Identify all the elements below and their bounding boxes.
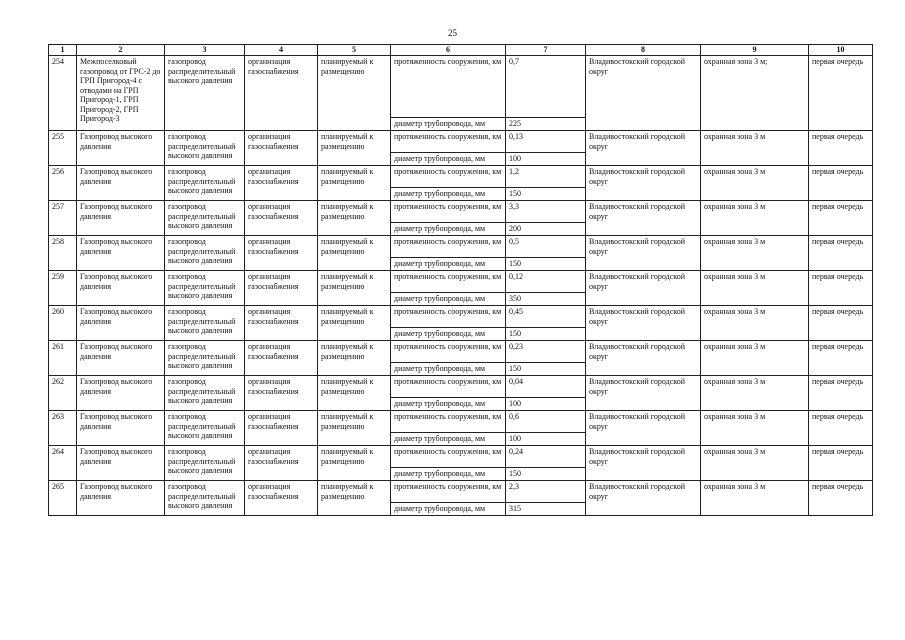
cell-zone: охранная зона 3 м <box>701 306 809 341</box>
cell-num: 261 <box>49 341 77 376</box>
cell-param2: диаметр трубопровода, мм <box>391 433 506 446</box>
cell-name: Газопровод высокого давления <box>77 306 165 341</box>
cell-name: Газопровод высокого давления <box>77 411 165 446</box>
cell-param2: диаметр трубопровода, мм <box>391 118 506 131</box>
cell-name: Газопровод высокого давления <box>77 271 165 306</box>
cell-value2: 150 <box>506 328 586 341</box>
cell-purpose: организация газоснабжения <box>245 201 318 236</box>
cell-value1: 0,7 <box>506 56 586 118</box>
cell-value1: 0,24 <box>506 446 586 468</box>
cell-location: Владивостокский городской округ <box>586 201 701 236</box>
cell-value2: 100 <box>506 398 586 411</box>
cell-location: Владивостокский городской округ <box>586 481 701 516</box>
cell-status: планируемый к размещению <box>318 411 391 446</box>
cell-param2: диаметр трубопровода, мм <box>391 293 506 306</box>
table-row <box>49 341 873 363</box>
cell-type: газопровод распределительный высокого давления <box>165 411 245 446</box>
cell-zone: охранная зона 3 м; <box>701 56 809 131</box>
cell-name: Газопровод высокого давления <box>77 341 165 376</box>
table-row <box>49 306 873 328</box>
cell-param1: протяженность сооружения, км <box>391 446 506 468</box>
cell-param1: протяженность сооружения, км <box>391 271 506 293</box>
column-number: 2 <box>77 45 165 56</box>
cell-value1: 1,2 <box>506 166 586 188</box>
cell-num: 263 <box>49 411 77 446</box>
cell-status: планируемый к размещению <box>318 376 391 411</box>
cell-value2: 150 <box>506 363 586 376</box>
cell-param2: диаметр трубопровода, мм <box>391 258 506 271</box>
cell-location: Владивостокский городской округ <box>586 341 701 376</box>
cell-purpose: организация газоснабжения <box>245 271 318 306</box>
cell-param1: протяженность сооружения, км <box>391 236 506 258</box>
column-number: 6 <box>391 45 506 56</box>
table-row <box>49 236 873 258</box>
cell-value2: 150 <box>506 258 586 271</box>
cell-name: Газопровод высокого давления <box>77 166 165 201</box>
cell-zone: охранная зона 3 м <box>701 376 809 411</box>
cell-value1: 3,3 <box>506 201 586 223</box>
cell-stage: первая очередь <box>809 201 873 236</box>
cell-param1: протяженность сооружения, км <box>391 166 506 188</box>
cell-stage: первая очередь <box>809 411 873 446</box>
cell-zone: охранная зона 3 м <box>701 201 809 236</box>
cell-value2: 315 <box>506 503 586 516</box>
cell-param2: диаметр трубопровода, мм <box>391 188 506 201</box>
cell-purpose: организация газоснабжения <box>245 166 318 201</box>
cell-param2: диаметр трубопровода, мм <box>391 223 506 236</box>
cell-param1: протяженность сооружения, км <box>391 481 506 503</box>
cell-value1: 0,13 <box>506 131 586 153</box>
cell-name: Газопровод высокого давления <box>77 481 165 516</box>
cell-num: 258 <box>49 236 77 271</box>
column-number: 8 <box>586 45 701 56</box>
cell-location: Владивостокский городской округ <box>586 376 701 411</box>
cell-status: планируемый к размещению <box>318 236 391 271</box>
cell-status: планируемый к размещению <box>318 481 391 516</box>
cell-param1: протяженность сооружения, км <box>391 56 506 118</box>
table-row <box>49 446 873 468</box>
cell-value2: 100 <box>506 433 586 446</box>
cell-zone: охранная зона 3 м <box>701 166 809 201</box>
cell-zone: охранная зона 3 м <box>701 236 809 271</box>
column-number: 1 <box>49 45 77 56</box>
cell-type: газопровод распределительный высокого давления <box>165 341 245 376</box>
cell-status: планируемый к размещению <box>318 201 391 236</box>
cell-num: 264 <box>49 446 77 481</box>
cell-stage: первая очередь <box>809 271 873 306</box>
cell-status: планируемый к размещению <box>318 341 391 376</box>
cell-location: Владивостокский городской округ <box>586 236 701 271</box>
cell-purpose: организация газоснабжения <box>245 411 318 446</box>
table-row <box>49 411 873 433</box>
cell-type: газопровод распределительный высокого давления <box>165 236 245 271</box>
cell-value1: 2,3 <box>506 481 586 503</box>
cell-status: планируемый к размещению <box>318 166 391 201</box>
cell-value1: 0,12 <box>506 271 586 293</box>
cell-zone: охранная зона 3 м <box>701 446 809 481</box>
column-number: 3 <box>165 45 245 56</box>
cell-type: газопровод распределительный высокого давления <box>165 201 245 236</box>
cell-value2: 150 <box>506 468 586 481</box>
cell-num: 265 <box>49 481 77 516</box>
cell-value1: 0,23 <box>506 341 586 363</box>
cell-num: 256 <box>49 166 77 201</box>
cell-value2: 150 <box>506 188 586 201</box>
cell-param1: протяженность сооружения, км <box>391 306 506 328</box>
page-number: 25 <box>448 28 457 38</box>
cell-value2: 350 <box>506 293 586 306</box>
cell-stage: первая очередь <box>809 56 873 131</box>
cell-type: газопровод распределительный высокого давления <box>165 306 245 341</box>
cell-zone: охранная зона 3 м <box>701 481 809 516</box>
column-number: 5 <box>318 45 391 56</box>
cell-param2: диаметр трубопровода, мм <box>391 503 506 516</box>
cell-name: Газопровод высокого давления <box>77 446 165 481</box>
column-number-row <box>49 45 873 56</box>
cell-status: планируемый к размещению <box>318 56 391 131</box>
cell-purpose: организация газоснабжения <box>245 306 318 341</box>
cell-param2: диаметр трубопровода, мм <box>391 153 506 166</box>
cell-value1: 0,5 <box>506 236 586 258</box>
cell-stage: первая очередь <box>809 131 873 166</box>
cell-num: 260 <box>49 306 77 341</box>
cell-location: Владивостокский городской округ <box>586 56 701 131</box>
column-number: 9 <box>701 45 809 56</box>
cell-purpose: организация газоснабжения <box>245 481 318 516</box>
cell-location: Владивостокский городской округ <box>586 166 701 201</box>
cell-param2: диаметр трубопровода, мм <box>391 468 506 481</box>
cell-type: газопровод распределительный высокого давления <box>165 166 245 201</box>
cell-param2: диаметр трубопровода, мм <box>391 328 506 341</box>
cell-num: 254 <box>49 56 77 131</box>
cell-status: планируемый к размещению <box>318 271 391 306</box>
cell-param1: протяженность сооружения, км <box>391 341 506 363</box>
cell-status: планируемый к размещению <box>318 131 391 166</box>
cell-num: 262 <box>49 376 77 411</box>
column-number: 4 <box>245 45 318 56</box>
cell-stage: первая очередь <box>809 481 873 516</box>
cell-stage: первая очередь <box>809 341 873 376</box>
cell-value2: 200 <box>506 223 586 236</box>
cell-location: Владивостокский городской округ <box>586 271 701 306</box>
cell-stage: первая очередь <box>809 236 873 271</box>
cell-stage: первая очередь <box>809 376 873 411</box>
cell-purpose: организация газоснабжения <box>245 131 318 166</box>
cell-type: газопровод распределительный высокого давления <box>165 376 245 411</box>
table-row <box>49 271 873 293</box>
cell-purpose: организация газоснабжения <box>245 56 318 131</box>
cell-value1: 0,45 <box>506 306 586 328</box>
cell-value2: 100 <box>506 153 586 166</box>
cell-purpose: организация газоснабжения <box>245 341 318 376</box>
cell-name: Межпоселковый газопровод от ГРС-2 до ГРП Пригород-4 с отводами на ГРП Пригород-1, ГРП Пригород-2, ГРП Пригород-3 <box>77 56 165 131</box>
cell-status: планируемый к размещению <box>318 446 391 481</box>
cell-name: Газопровод высокого давления <box>77 376 165 411</box>
cell-param2: диаметр трубопровода, мм <box>391 363 506 376</box>
cell-param1: протяженность сооружения, км <box>391 201 506 223</box>
cell-status: планируемый к размещению <box>318 306 391 341</box>
cell-type: газопровод распределительный высокого давления <box>165 56 245 131</box>
cell-param2: диаметр трубопровода, мм <box>391 398 506 411</box>
cell-value2: 225 <box>506 118 586 131</box>
cell-type: газопровод распределительный высокого давления <box>165 481 245 516</box>
cell-param1: протяженность сооружения, км <box>391 131 506 153</box>
cell-purpose: организация газоснабжения <box>245 376 318 411</box>
cell-zone: охранная зона 3 м <box>701 411 809 446</box>
cell-num: 255 <box>49 131 77 166</box>
cell-zone: охранная зона 3 м <box>701 271 809 306</box>
cell-num: 257 <box>49 201 77 236</box>
cell-zone: охранная зона 3 м <box>701 341 809 376</box>
register-table <box>48 44 873 516</box>
cell-num: 259 <box>49 271 77 306</box>
cell-name: Газопровод высокого давления <box>77 236 165 271</box>
cell-name: Газопровод высокого давления <box>77 201 165 236</box>
cell-value1: 0,04 <box>506 376 586 398</box>
cell-value1: 0,6 <box>506 411 586 433</box>
cell-stage: первая очередь <box>809 446 873 481</box>
cell-purpose: организация газоснабжения <box>245 446 318 481</box>
cell-param1: протяженность сооружения, км <box>391 411 506 433</box>
cell-location: Владивостокский городской округ <box>586 446 701 481</box>
table-row <box>49 56 873 118</box>
table-row <box>49 481 873 503</box>
table-row <box>49 131 873 153</box>
cell-param1: протяженность сооружения, км <box>391 376 506 398</box>
cell-stage: первая очередь <box>809 306 873 341</box>
cell-location: Владивостокский городской округ <box>586 306 701 341</box>
cell-location: Владивостокский городской округ <box>586 411 701 446</box>
cell-zone: охранная зона 3 м <box>701 131 809 166</box>
cell-location: Владивостокский городской округ <box>586 131 701 166</box>
cell-type: газопровод распределительный высокого давления <box>165 271 245 306</box>
table-row <box>49 376 873 398</box>
table-row <box>49 166 873 188</box>
cell-name: Газопровод высокого давления <box>77 131 165 166</box>
column-number: 7 <box>506 45 586 56</box>
cell-stage: первая очередь <box>809 166 873 201</box>
table-body <box>49 56 873 516</box>
cell-purpose: организация газоснабжения <box>245 236 318 271</box>
cell-type: газопровод распределительный высокого давления <box>165 446 245 481</box>
column-number: 10 <box>809 45 873 56</box>
table-row <box>49 201 873 223</box>
cell-type: газопровод распределительный высокого давления <box>165 131 245 166</box>
